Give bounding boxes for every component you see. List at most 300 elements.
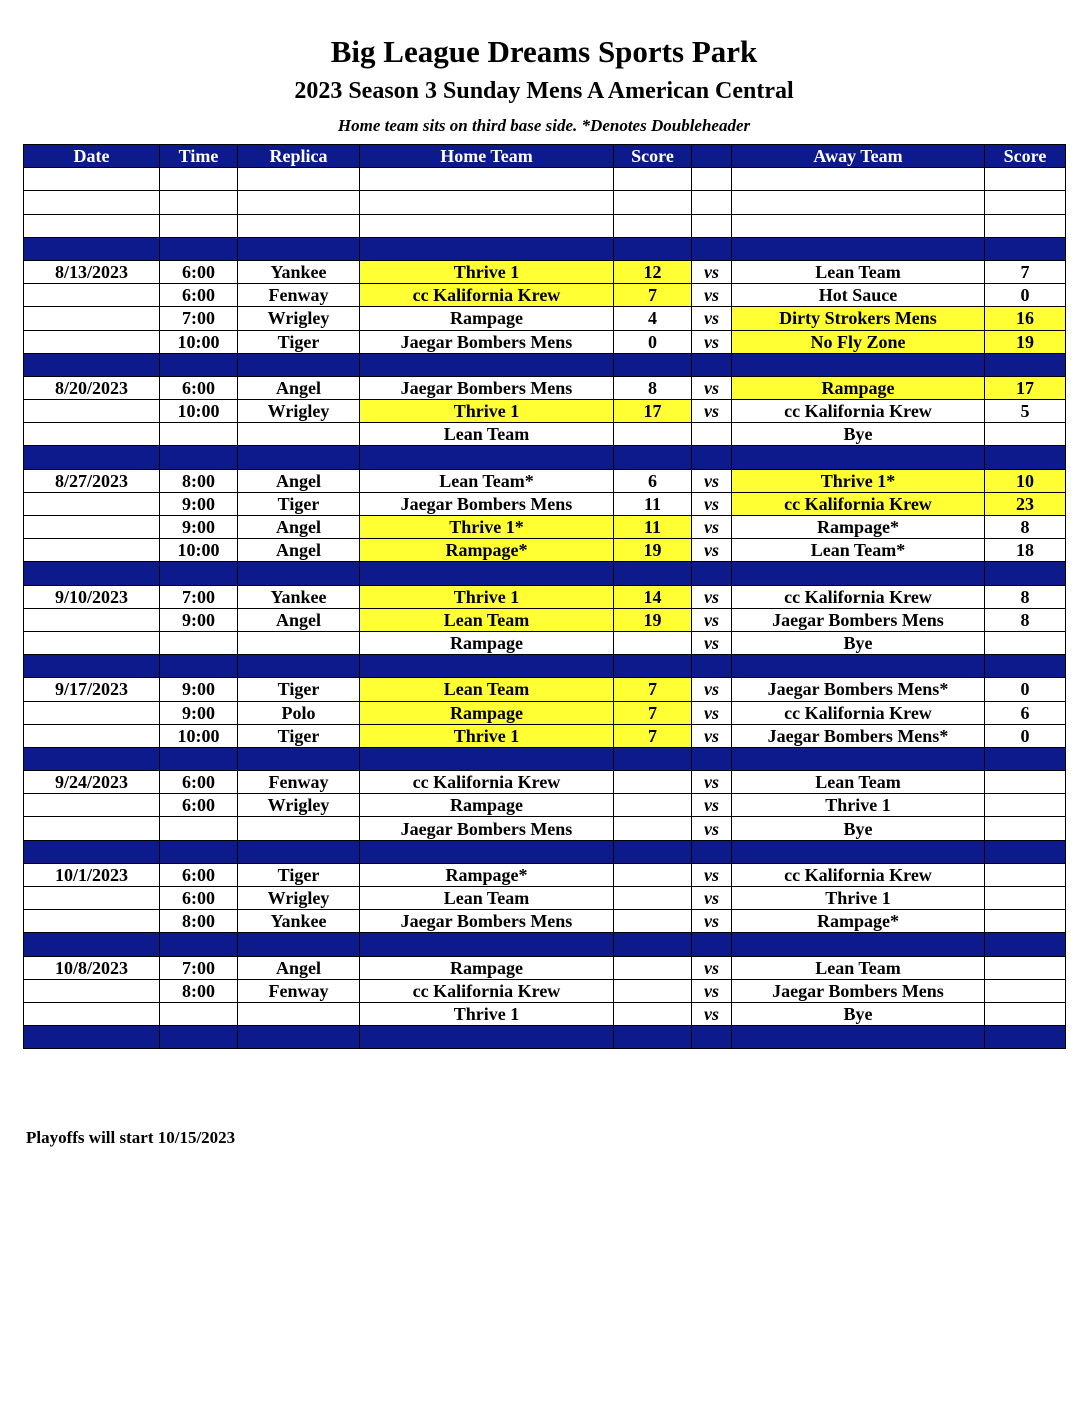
away-score-cell: 8: [985, 585, 1066, 608]
schedule-table: [23, 144, 1066, 1049]
away-team-cell: cc Kalifornia Krew: [732, 492, 985, 515]
column-header-replica: Replica: [238, 145, 360, 168]
vs-cell: vs: [692, 701, 732, 724]
home-team-cell: Rampage: [360, 307, 614, 330]
game-row: [24, 423, 1066, 446]
away-score-cell: 8: [985, 608, 1066, 631]
game-row: [24, 284, 1066, 307]
away-team-cell: Hot Sauce: [732, 284, 985, 307]
vs-cell: vs: [692, 631, 732, 654]
time-cell: 10:00: [160, 330, 238, 353]
away-team-cell: [732, 168, 985, 191]
away-team-cell: Bye: [732, 1002, 985, 1025]
home-score-cell: 12: [614, 260, 692, 283]
away-score-cell: 17: [985, 376, 1066, 399]
time-cell: 6:00: [160, 794, 238, 817]
replica-cell: Wrigley: [238, 794, 360, 817]
game-row: [24, 516, 1066, 539]
home-team-cell: [360, 214, 614, 237]
home-team-cell: Jaegar Bombers Mens: [360, 376, 614, 399]
date-cell: [24, 353, 160, 376]
vs-cell: [692, 214, 732, 237]
replica-cell: Tiger: [238, 724, 360, 747]
away-score-cell: [985, 423, 1066, 446]
replica-cell: [238, 237, 360, 260]
vs-cell: [692, 353, 732, 376]
replica-cell: Wrigley: [238, 307, 360, 330]
column-header-date: Date: [24, 145, 160, 168]
blank-row: [24, 191, 1066, 214]
time-cell: [160, 1026, 238, 1049]
time-cell: 8:00: [160, 910, 238, 933]
away-score-cell: [985, 191, 1066, 214]
game-row: [24, 979, 1066, 1002]
time-cell: 7:00: [160, 585, 238, 608]
date-cell: 9/24/2023: [24, 771, 160, 794]
time-cell: 9:00: [160, 608, 238, 631]
date-cell: [24, 701, 160, 724]
time-cell: 8:00: [160, 469, 238, 492]
vs-cell: vs: [692, 492, 732, 515]
away-score-cell: 19: [985, 330, 1066, 353]
vs-cell: [692, 237, 732, 260]
home-score-cell: [614, 863, 692, 886]
date-cell: [24, 168, 160, 191]
away-score-cell: [985, 979, 1066, 1002]
away-team-cell: [732, 655, 985, 678]
away-score-cell: [985, 168, 1066, 191]
home-score-cell: [614, 446, 692, 469]
replica-cell: Tiger: [238, 330, 360, 353]
home-team-cell: [360, 237, 614, 260]
time-cell: [160, 747, 238, 770]
game-row: [24, 330, 1066, 353]
game-row: [24, 678, 1066, 701]
table-header-row: [24, 145, 1066, 168]
home-team-cell: [360, 1026, 614, 1049]
game-row: [24, 771, 1066, 794]
away-score-cell: [985, 794, 1066, 817]
date-cell: [24, 747, 160, 770]
date-cell: [24, 817, 160, 840]
home-score-cell: [614, 979, 692, 1002]
game-row: [24, 492, 1066, 515]
home-score-cell: [614, 423, 692, 446]
week-separator-row: [24, 747, 1066, 770]
time-cell: 6:00: [160, 376, 238, 399]
replica-cell: Angel: [238, 539, 360, 562]
home-score-cell: 7: [614, 678, 692, 701]
vs-cell: vs: [692, 400, 732, 423]
away-score-cell: [985, 887, 1066, 910]
replica-cell: [238, 353, 360, 376]
away-team-cell: Dirty Strokers Mens: [732, 307, 985, 330]
date-cell: 8/13/2023: [24, 260, 160, 283]
home-team-cell: Rampage: [360, 794, 614, 817]
time-cell: 6:00: [160, 284, 238, 307]
time-cell: 7:00: [160, 956, 238, 979]
home-score-cell: [614, 910, 692, 933]
away-score-cell: [985, 771, 1066, 794]
home-score-cell: [614, 817, 692, 840]
vs-cell: vs: [692, 887, 732, 910]
replica-cell: [238, 214, 360, 237]
date-cell: [24, 423, 160, 446]
time-cell: 9:00: [160, 678, 238, 701]
away-score-cell: 23: [985, 492, 1066, 515]
vs-cell: [692, 933, 732, 956]
replica-cell: Angel: [238, 376, 360, 399]
replica-cell: Tiger: [238, 678, 360, 701]
home-team-cell: Thrive 1: [360, 400, 614, 423]
home-score-cell: 19: [614, 608, 692, 631]
away-score-cell: [985, 214, 1066, 237]
schedule-body: [24, 168, 1066, 1049]
time-cell: [160, 840, 238, 863]
time-cell: [160, 933, 238, 956]
week-separator-row: [24, 353, 1066, 376]
time-cell: [160, 562, 238, 585]
away-score-cell: 6: [985, 701, 1066, 724]
home-team-cell: Jaegar Bombers Mens: [360, 492, 614, 515]
date-cell: 9/10/2023: [24, 585, 160, 608]
home-team-cell: Rampage: [360, 631, 614, 654]
game-row: [24, 910, 1066, 933]
away-score-cell: 0: [985, 678, 1066, 701]
game-row: [24, 469, 1066, 492]
home-score-cell: [614, 214, 692, 237]
away-team-cell: [732, 1026, 985, 1049]
home-score-cell: [614, 353, 692, 376]
column-header-away-team: Away Team: [732, 145, 985, 168]
vs-cell: vs: [692, 817, 732, 840]
date-cell: [24, 539, 160, 562]
game-row: [24, 887, 1066, 910]
time-cell: [160, 817, 238, 840]
time-cell: [160, 1002, 238, 1025]
home-score-cell: 19: [614, 539, 692, 562]
vs-cell: vs: [692, 260, 732, 283]
vs-cell: [692, 168, 732, 191]
time-cell: 10:00: [160, 400, 238, 423]
week-separator-row: [24, 655, 1066, 678]
replica-cell: [238, 655, 360, 678]
away-team-cell: Rampage: [732, 376, 985, 399]
date-cell: [24, 794, 160, 817]
home-team-cell: Rampage: [360, 956, 614, 979]
date-cell: 8/20/2023: [24, 376, 160, 399]
date-cell: [24, 910, 160, 933]
away-score-cell: [985, 353, 1066, 376]
game-row: [24, 701, 1066, 724]
home-score-cell: [614, 771, 692, 794]
vs-cell: vs: [692, 376, 732, 399]
date-cell: [24, 330, 160, 353]
home-score-cell: [614, 933, 692, 956]
replica-cell: Angel: [238, 516, 360, 539]
date-cell: [24, 887, 160, 910]
home-team-cell: [360, 747, 614, 770]
time-cell: [160, 631, 238, 654]
vs-cell: vs: [692, 724, 732, 747]
away-score-cell: [985, 863, 1066, 886]
replica-cell: Fenway: [238, 979, 360, 1002]
replica-cell: Yankee: [238, 260, 360, 283]
date-cell: [24, 191, 160, 214]
replica-cell: [238, 168, 360, 191]
away-score-cell: [985, 933, 1066, 956]
home-team-cell: Lean Team: [360, 678, 614, 701]
away-score-cell: 8: [985, 516, 1066, 539]
date-cell: 8/27/2023: [24, 469, 160, 492]
home-score-cell: 7: [614, 284, 692, 307]
time-cell: 10:00: [160, 539, 238, 562]
game-row: [24, 631, 1066, 654]
game-row: [24, 260, 1066, 283]
home-score-cell: 4: [614, 307, 692, 330]
date-cell: [24, 631, 160, 654]
away-score-cell: [985, 631, 1066, 654]
date-cell: [24, 400, 160, 423]
time-cell: [160, 191, 238, 214]
home-score-cell: [614, 840, 692, 863]
column-header-vs: [692, 145, 732, 168]
replica-cell: Fenway: [238, 771, 360, 794]
away-team-cell: cc Kalifornia Krew: [732, 585, 985, 608]
replica-cell: Polo: [238, 701, 360, 724]
home-team-cell: cc Kalifornia Krew: [360, 979, 614, 1002]
date-cell: 9/17/2023: [24, 678, 160, 701]
replica-cell: [238, 446, 360, 469]
vs-cell: [692, 446, 732, 469]
replica-cell: Wrigley: [238, 887, 360, 910]
home-team-cell: Lean Team: [360, 608, 614, 631]
time-cell: 9:00: [160, 492, 238, 515]
away-team-cell: [732, 191, 985, 214]
away-score-cell: 16: [985, 307, 1066, 330]
time-cell: 6:00: [160, 771, 238, 794]
replica-cell: [238, 1026, 360, 1049]
week-separator-row: [24, 840, 1066, 863]
time-cell: [160, 655, 238, 678]
game-row: [24, 956, 1066, 979]
date-cell: [24, 840, 160, 863]
away-score-cell: [985, 956, 1066, 979]
home-score-cell: [614, 655, 692, 678]
away-score-cell: 7: [985, 260, 1066, 283]
replica-cell: [238, 933, 360, 956]
replica-cell: [238, 631, 360, 654]
column-header-home-team: Home Team: [360, 145, 614, 168]
vs-cell: vs: [692, 330, 732, 353]
vs-cell: vs: [692, 539, 732, 562]
time-cell: 10:00: [160, 724, 238, 747]
away-team-cell: [732, 353, 985, 376]
time-cell: [160, 423, 238, 446]
time-cell: [160, 168, 238, 191]
vs-cell: vs: [692, 284, 732, 307]
date-cell: [24, 492, 160, 515]
away-team-cell: Bye: [732, 817, 985, 840]
date-cell: [24, 307, 160, 330]
away-score-cell: [985, 1002, 1066, 1025]
vs-cell: vs: [692, 516, 732, 539]
away-team-cell: cc Kalifornia Krew: [732, 701, 985, 724]
replica-cell: [238, 817, 360, 840]
replica-cell: Angel: [238, 956, 360, 979]
date-cell: [24, 1002, 160, 1025]
home-score-cell: [614, 887, 692, 910]
column-header-away-score: Score: [985, 145, 1066, 168]
date-cell: [24, 516, 160, 539]
replica-cell: Tiger: [238, 863, 360, 886]
date-cell: [24, 562, 160, 585]
home-team-cell: [360, 840, 614, 863]
replica-cell: [238, 840, 360, 863]
away-team-cell: cc Kalifornia Krew: [732, 400, 985, 423]
home-score-cell: [614, 191, 692, 214]
home-team-cell: Rampage*: [360, 863, 614, 886]
week-separator-row: [24, 562, 1066, 585]
home-team-cell: Jaegar Bombers Mens: [360, 817, 614, 840]
away-team-cell: [732, 237, 985, 260]
game-row: [24, 863, 1066, 886]
home-team-cell: Jaegar Bombers Mens: [360, 910, 614, 933]
home-team-cell: Thrive 1: [360, 585, 614, 608]
away-team-cell: cc Kalifornia Krew: [732, 863, 985, 886]
home-score-cell: 14: [614, 585, 692, 608]
away-score-cell: [985, 237, 1066, 260]
replica-cell: Angel: [238, 469, 360, 492]
home-team-cell: Rampage: [360, 701, 614, 724]
replica-cell: [238, 747, 360, 770]
away-score-cell: 10: [985, 469, 1066, 492]
away-team-cell: [732, 747, 985, 770]
home-score-cell: [614, 1026, 692, 1049]
blank-row: [24, 168, 1066, 191]
home-team-cell: Thrive 1*: [360, 516, 614, 539]
column-header-time: Time: [160, 145, 238, 168]
blank-row: [24, 214, 1066, 237]
vs-cell: vs: [692, 585, 732, 608]
time-cell: 6:00: [160, 863, 238, 886]
vs-cell: vs: [692, 307, 732, 330]
schedule-note: Home team sits on third base side. *Denotes Doubleheader: [337, 116, 751, 135]
away-team-cell: Jaegar Bombers Mens*: [732, 724, 985, 747]
home-team-cell: Thrive 1: [360, 1002, 614, 1025]
date-cell: [24, 214, 160, 237]
date-cell: [24, 446, 160, 469]
vs-cell: [692, 1026, 732, 1049]
away-score-cell: 0: [985, 284, 1066, 307]
time-cell: [160, 214, 238, 237]
home-score-cell: 6: [614, 469, 692, 492]
away-team-cell: [732, 562, 985, 585]
week-separator-row: [24, 933, 1066, 956]
away-score-cell: 18: [985, 539, 1066, 562]
time-cell: [160, 446, 238, 469]
game-row: [24, 608, 1066, 631]
away-score-cell: [985, 655, 1066, 678]
home-score-cell: 0: [614, 330, 692, 353]
home-team-cell: [360, 168, 614, 191]
date-cell: [24, 284, 160, 307]
away-team-cell: Jaegar Bombers Mens: [732, 608, 985, 631]
home-score-cell: [614, 168, 692, 191]
away-team-cell: Thrive 1*: [732, 469, 985, 492]
game-row: [24, 724, 1066, 747]
time-cell: 6:00: [160, 887, 238, 910]
home-team-cell: Jaegar Bombers Mens: [360, 330, 614, 353]
date-cell: [24, 933, 160, 956]
date-cell: [24, 724, 160, 747]
game-row: [24, 817, 1066, 840]
away-team-cell: Bye: [732, 631, 985, 654]
replica-cell: Angel: [238, 608, 360, 631]
week-separator-row: [24, 446, 1066, 469]
replica-cell: [238, 191, 360, 214]
vs-cell: vs: [692, 863, 732, 886]
away-team-cell: Rampage*: [732, 910, 985, 933]
home-score-cell: 11: [614, 516, 692, 539]
vs-cell: vs: [692, 794, 732, 817]
home-score-cell: 7: [614, 724, 692, 747]
game-row: [24, 539, 1066, 562]
away-team-cell: [732, 446, 985, 469]
away-team-cell: Jaegar Bombers Mens*: [732, 678, 985, 701]
replica-cell: [238, 1002, 360, 1025]
home-score-cell: 11: [614, 492, 692, 515]
date-cell: [24, 979, 160, 1002]
home-team-cell: Thrive 1: [360, 724, 614, 747]
home-team-cell: Thrive 1: [360, 260, 614, 283]
home-score-cell: [614, 747, 692, 770]
home-score-cell: 8: [614, 376, 692, 399]
home-score-cell: 17: [614, 400, 692, 423]
game-row: [24, 1002, 1066, 1025]
away-team-cell: Thrive 1: [732, 794, 985, 817]
away-team-cell: [732, 933, 985, 956]
game-row: [24, 307, 1066, 330]
vs-cell: vs: [692, 469, 732, 492]
away-score-cell: [985, 562, 1066, 585]
away-team-cell: Lean Team: [732, 956, 985, 979]
vs-cell: vs: [692, 956, 732, 979]
vs-cell: [692, 562, 732, 585]
game-row: [24, 400, 1066, 423]
page-title: Big League Dreams Sports Park: [330, 34, 758, 69]
away-team-cell: Jaegar Bombers Mens: [732, 979, 985, 1002]
away-team-cell: No Fly Zone: [732, 330, 985, 353]
replica-cell: Yankee: [238, 585, 360, 608]
replica-cell: Tiger: [238, 492, 360, 515]
replica-cell: [238, 423, 360, 446]
home-score-cell: [614, 237, 692, 260]
home-team-cell: [360, 191, 614, 214]
replica-cell: Fenway: [238, 284, 360, 307]
vs-cell: vs: [692, 771, 732, 794]
week-separator-row: [24, 237, 1066, 260]
home-score-cell: [614, 1002, 692, 1025]
home-score-cell: 7: [614, 701, 692, 724]
vs-cell: [692, 191, 732, 214]
vs-cell: [692, 655, 732, 678]
away-score-cell: [985, 817, 1066, 840]
time-cell: 9:00: [160, 701, 238, 724]
away-team-cell: Lean Team*: [732, 539, 985, 562]
home-team-cell: cc Kalifornia Krew: [360, 771, 614, 794]
home-team-cell: [360, 655, 614, 678]
